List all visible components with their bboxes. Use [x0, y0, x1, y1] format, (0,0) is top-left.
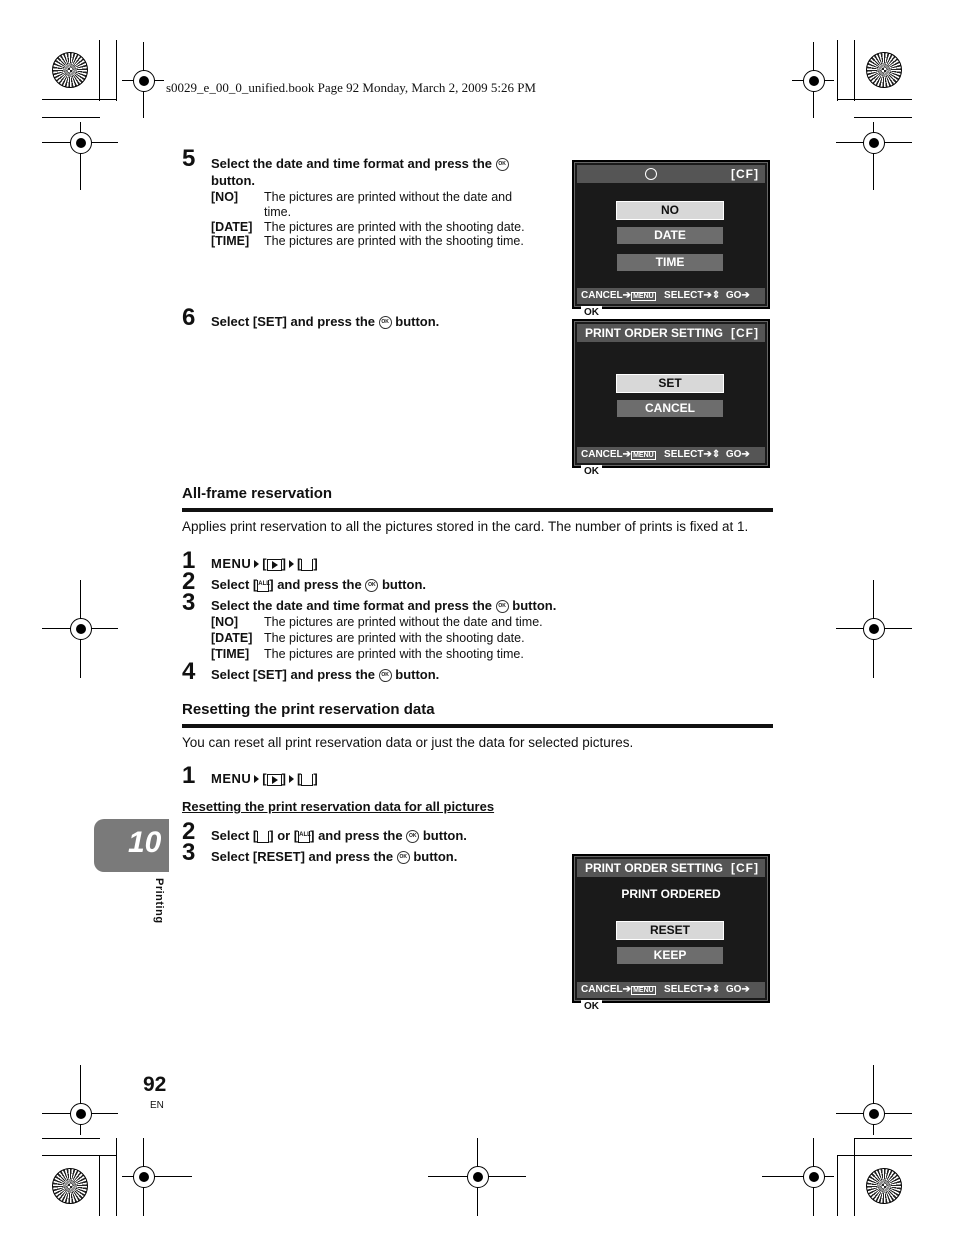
step-number: 1: [182, 762, 196, 789]
chapter-number: 10: [128, 826, 162, 859]
step-number: 2: [182, 568, 196, 595]
step-number: 4: [182, 658, 196, 685]
step-number: 3: [182, 839, 196, 866]
step-number: 6: [182, 304, 196, 331]
screen-footer: CANCEL➔ MENU SELECT➔⇕ GO➔OK: [577, 447, 765, 463]
screen-subtitle: PRINT ORDERED: [621, 887, 721, 901]
step-number: 3: [182, 589, 196, 616]
card-indicator: [CF]: [731, 167, 759, 181]
clock-icon: [645, 168, 657, 180]
option-list: [NO] The pictures are printed without the date and time. [DATE] The pictures are printed with the shooting date. [TIME] The pictures are printed with the shooting time.: [211, 190, 525, 248]
step-text: Select [ ] or [ALL] and press the OK button.: [211, 828, 467, 843]
step-number: 1: [182, 547, 196, 574]
section-rule: [182, 508, 773, 512]
subsection-heading: Resetting the print reservation data for all pictures: [182, 799, 495, 814]
ok-button-icon: OK: [365, 579, 378, 592]
option-list: [NO] The pictures are printed without the date and time. [DATE] The pictures are printed with the shooting date. [TIME] The pictures are printed with the shooting time.: [211, 615, 543, 661]
menu-option-reset[interactable]: RESET: [616, 921, 724, 940]
menu-option-set[interactable]: SET: [616, 374, 724, 393]
print-all-icon: ALL: [298, 831, 310, 843]
ok-button-icon: OK: [496, 600, 509, 613]
ok-button-icon: OK: [379, 669, 392, 682]
step-text: Select the date and time format and press the OK button.: [211, 155, 551, 189]
print-icon: [301, 559, 313, 571]
camera-screen-reset: [572, 854, 770, 1012]
step-text: Select [SET] and press the OK button.: [211, 314, 440, 329]
step-number: 2: [182, 818, 196, 845]
screen-title-bar: [577, 165, 765, 183]
menu-option-time[interactable]: TIME: [617, 254, 723, 271]
screen-title-bar: PRINT ORDER SETTING [CF]: [577, 324, 765, 342]
section-body: Applies print reservation to all the pictures stored in the card. The number of prints is fixed at 1.: [182, 519, 749, 534]
playback-icon: [267, 559, 282, 571]
screen-footer: CANCEL➔ MENU SELECT➔⇕ GO➔OK: [577, 288, 765, 304]
menu-option-keep[interactable]: KEEP: [617, 947, 723, 964]
step-text: Select [ALL] and press the OK button.: [211, 577, 427, 592]
menu-option-date[interactable]: DATE: [617, 227, 723, 244]
camera-screen-print-order-set: [572, 319, 770, 477]
section-title: All-frame reservation: [182, 485, 333, 502]
menu-option-cancel[interactable]: CANCEL: [617, 400, 723, 417]
menu-path: MENU [ ] [ ]: [211, 771, 318, 786]
page-language: EN: [150, 1100, 164, 1111]
step-text: Select [RESET] and press the OK button.: [211, 849, 458, 864]
ok-button-icon: OK: [397, 851, 410, 864]
menu-option-no[interactable]: NO: [616, 201, 724, 220]
print-icon: [301, 774, 313, 786]
print-all-icon: ALL: [257, 580, 269, 592]
file-header: s0029_e_00_0_unified.book Page 92 Monday, March 2, 2009 5:26 PM: [166, 80, 536, 95]
ok-button-icon: OK: [406, 830, 419, 843]
playback-icon: [267, 774, 282, 786]
page-number: 92: [143, 1073, 167, 1096]
section-title: Resetting the print reservation data: [182, 701, 435, 718]
step-text: Select [SET] and press the OK button.: [211, 667, 440, 682]
step-number: 5: [182, 145, 196, 172]
section-rule: [182, 724, 773, 728]
step-text: Select the date and time format and press the OK button.: [211, 598, 557, 613]
ok-button-icon: OK: [496, 158, 509, 171]
screen-footer: CANCEL➔ MENU SELECT➔⇕ GO➔OK: [577, 982, 765, 998]
section-body: You can reset all print reservation data or just the data for selected pictures.: [182, 735, 634, 750]
camera-screen-date-format: [572, 160, 770, 318]
screen-title-bar: PRINT ORDER SETTING [CF]: [577, 859, 765, 877]
ok-button-icon: OK: [379, 316, 392, 329]
menu-path: MENU [ ] [ ]: [211, 556, 318, 571]
chapter-label: Printing: [153, 878, 165, 924]
print-icon: [257, 831, 269, 843]
